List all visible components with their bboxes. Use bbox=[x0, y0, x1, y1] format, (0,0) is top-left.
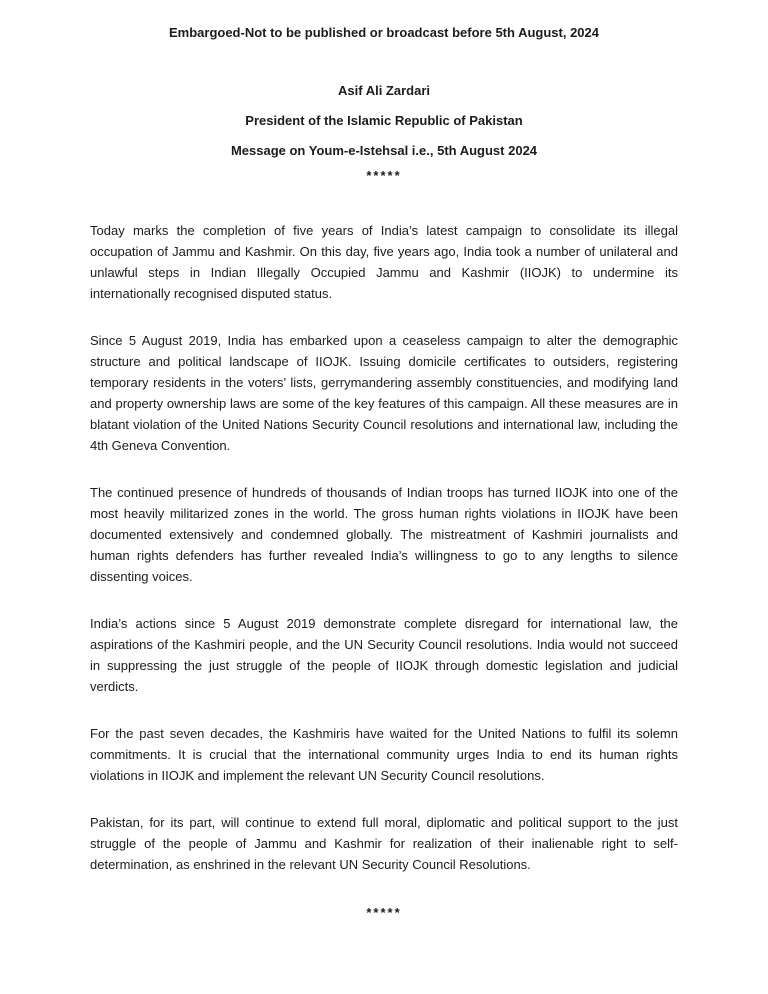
paragraph-4: India’s actions since 5 August 2019 demonstrate complete disregard for international law, the aspirations of the Kashmiri people, and the UN Security Council resolutions. India would not succeed in suppressing the just struggle of the people of IIOJK through domestic legislation and judicial verdicts. bbox=[90, 616, 678, 694]
paragraph-5: For the past seven decades, the Kashmiris have waited for the United Nations to fulfil its solemn commitments. It is crucial that the international community urges India to end its human rights violations in IIOJK and implement the relevant UN Security Council resolutions. bbox=[90, 726, 678, 783]
message-title: Message on Youm-e-Istehsal i.e., 5th August 2024 bbox=[230, 143, 538, 158]
author-title: President of the Islamic Republic of Pakistan bbox=[245, 113, 523, 128]
separator-top: ***** bbox=[366, 168, 402, 183]
paragraph-3: The continued presence of hundreds of thousands of Indian troops has turned IIOJK into one of the most heavily militarized zones in the world. The gross human rights violations in IIOJK have been documented extensively and condemned globally. The mistreatment of Kashmiri journalists and human rights defenders has further revealed India’s willingness to go to any lengths to silence dissenting voices. bbox=[90, 485, 678, 584]
message-body bbox=[90, 220, 678, 875]
paragraph-2: Since 5 August 2019, India has embarked upon a ceaseless campaign to alter the demographic structure and political landscape of IIOJK. Issuing domicile certificates to outsiders, registering temporary residents in the voters’ lists, gerrymandering assembly constituencies, and modifying land and property ownership laws are some of the key features of this campaign. All these measures are in blatant violation of the United Nations Security Council resolutions and international law, including the 4th Geneva Convention. bbox=[90, 333, 678, 453]
separator-bottom: ***** bbox=[366, 905, 402, 920]
paragraph-6: Pakistan, for its part, will continue to extend full moral, diplomatic and political support to the just struggle of the people of Jammu and Kashmir for realization of their inalienable right to self-determination, as enshrined in the relevant UN Security Council Resolutions. bbox=[90, 815, 678, 872]
author-name: Asif Ali Zardari bbox=[338, 83, 430, 98]
embargo-notice: Embargoed-Not to be published or broadcast before 5th August, 2024 bbox=[168, 25, 599, 40]
document-header bbox=[90, 22, 678, 186]
paragraph-1: Today marks the completion of five years of India’s latest campaign to consolidate its illegal occupation of Jammu and Kashmir. On this day, five years ago, India took a number of unilateral and unlawful steps in Indian Illegally Occupied Jammu and Kashmir (IIOJK) to undermine its internationally recognised disputed status. bbox=[90, 223, 678, 301]
